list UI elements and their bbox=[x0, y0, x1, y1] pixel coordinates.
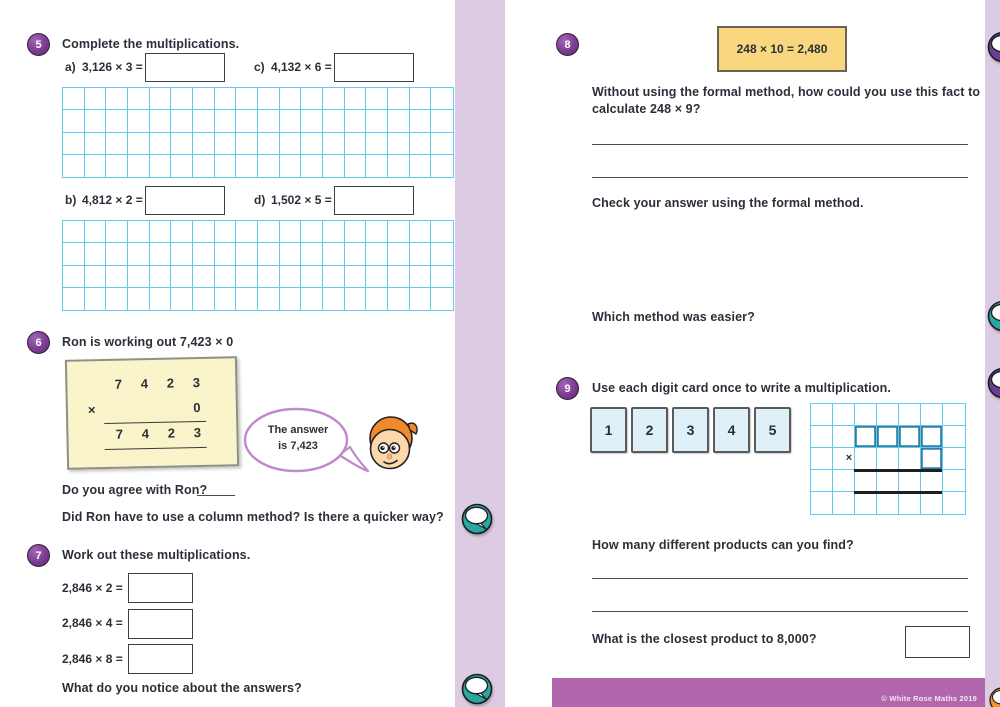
grid-cell bbox=[811, 470, 833, 492]
grid-cell bbox=[128, 221, 150, 243]
grid-cell bbox=[258, 288, 280, 310]
grid-cell bbox=[215, 221, 237, 243]
answer-line-9-1[interactable] bbox=[592, 578, 968, 579]
question-8-number: 8 bbox=[564, 38, 571, 51]
grid-cell bbox=[280, 221, 302, 243]
question-6-q2: Did Ron have to use a column method? Is there a quicker way? bbox=[62, 510, 444, 524]
grid-cell bbox=[855, 470, 877, 492]
grid-cell bbox=[171, 133, 193, 155]
grid-cell bbox=[899, 426, 921, 448]
grid-cell bbox=[63, 133, 85, 155]
grid-cell bbox=[193, 110, 215, 132]
note-rule-line bbox=[105, 447, 207, 450]
grid-cell bbox=[323, 266, 345, 288]
grid-cell bbox=[410, 110, 432, 132]
grid-cell bbox=[85, 243, 107, 265]
digit-card-value: 2 bbox=[645, 422, 654, 438]
grid-cell bbox=[280, 110, 302, 132]
grid-cell bbox=[366, 155, 388, 177]
grid-cell bbox=[388, 155, 410, 177]
grid-cell bbox=[128, 88, 150, 110]
grid-cell bbox=[106, 110, 128, 132]
grid-cell bbox=[171, 88, 193, 110]
grid-cell bbox=[921, 470, 943, 492]
grid-cell bbox=[63, 221, 85, 243]
speech-bubble-icon bbox=[986, 30, 1000, 64]
grid-cell bbox=[323, 243, 345, 265]
answer-box-7-3[interactable] bbox=[128, 644, 193, 674]
grid-cell bbox=[63, 155, 85, 177]
grid-cell bbox=[106, 221, 128, 243]
answer-box-7-1[interactable] bbox=[128, 573, 193, 603]
grid-cell bbox=[193, 155, 215, 177]
part-d-expression: 1,502 × 5 = bbox=[271, 193, 332, 207]
grid-cell bbox=[811, 404, 833, 426]
question-6-q1: Do you agree with Ron? bbox=[62, 483, 208, 497]
grid-cell bbox=[258, 155, 280, 177]
question-9-q2: What is the closest product to 8,000? bbox=[592, 632, 817, 646]
grid-cell bbox=[106, 133, 128, 155]
grid-cell bbox=[366, 288, 388, 310]
grid-cell bbox=[301, 243, 323, 265]
part-b-expression: 4,812 × 2 = bbox=[82, 193, 143, 207]
grid-cell bbox=[301, 266, 323, 288]
grid-cell bbox=[85, 288, 107, 310]
fact-box bbox=[717, 26, 847, 72]
grid-cell bbox=[943, 426, 965, 448]
grid-cell bbox=[128, 266, 150, 288]
grid-cell bbox=[258, 133, 280, 155]
grid-cell bbox=[150, 133, 172, 155]
grid-cell bbox=[258, 266, 280, 288]
part-c-expression: 4,132 × 6 = bbox=[271, 60, 332, 74]
grid-cell bbox=[106, 88, 128, 110]
note-digit: 2 bbox=[166, 375, 175, 391]
grid-cell bbox=[258, 243, 280, 265]
grid-cell bbox=[388, 221, 410, 243]
grid-cell bbox=[301, 88, 323, 110]
question-9-badge bbox=[556, 377, 579, 400]
question-9-prompt: Use each digit card once to write a multiplication. bbox=[592, 381, 891, 395]
grid-cell bbox=[410, 155, 432, 177]
working-grid-2[interactable] bbox=[62, 220, 454, 311]
speech-bubble-text bbox=[245, 422, 351, 454]
grid-cell bbox=[410, 133, 432, 155]
grid-cell bbox=[128, 133, 150, 155]
answer-box-5c[interactable] bbox=[334, 53, 414, 82]
grid-cell bbox=[171, 110, 193, 132]
question-8-q3: Which method was easier? bbox=[592, 310, 755, 324]
grid-cell bbox=[128, 110, 150, 132]
note-digit: 3 bbox=[193, 424, 202, 441]
grid-cell bbox=[431, 221, 453, 243]
digit-card-4[interactable] bbox=[713, 407, 750, 453]
bubble-line-1: The answer bbox=[267, 424, 329, 436]
ron-face-icon bbox=[362, 416, 420, 470]
working-grid-1[interactable] bbox=[62, 87, 454, 178]
grid-cell bbox=[877, 404, 899, 426]
grid-cell bbox=[877, 426, 899, 448]
grid-cell bbox=[171, 288, 193, 310]
q7-expression-1: 2,846 × 2 = bbox=[62, 581, 123, 595]
speech-bubble-icon bbox=[986, 299, 1000, 333]
answer-line-8-1[interactable] bbox=[592, 144, 968, 145]
grid-cell bbox=[193, 133, 215, 155]
note-multiplier: 0 bbox=[193, 399, 201, 416]
grid-cell bbox=[193, 243, 215, 265]
note-multiply-sign: × bbox=[87, 402, 96, 418]
note-digit: 3 bbox=[192, 374, 201, 391]
grid-cell bbox=[236, 155, 258, 177]
grid-cell bbox=[899, 492, 921, 514]
question-8-badge bbox=[556, 33, 579, 56]
grid-cell bbox=[388, 110, 410, 132]
digit-card-value: 4 bbox=[727, 422, 736, 438]
grid-cell bbox=[833, 492, 855, 514]
part-a-label: a) bbox=[65, 60, 76, 74]
question-7-prompt: Work out these multiplications. bbox=[62, 548, 251, 562]
grid-cell bbox=[943, 470, 965, 492]
grid-cell bbox=[431, 155, 453, 177]
part-d-label: d) bbox=[254, 193, 266, 207]
grid-cell bbox=[301, 110, 323, 132]
grid-cell bbox=[811, 492, 833, 514]
note-digit: 4 bbox=[140, 376, 149, 392]
note-digit: 7 bbox=[114, 376, 123, 392]
grid-cell bbox=[63, 110, 85, 132]
grid-cell bbox=[236, 221, 258, 243]
grid-cell bbox=[431, 243, 453, 265]
grid-cell bbox=[85, 221, 107, 243]
grid-cell bbox=[258, 110, 280, 132]
answer-box-5d[interactable] bbox=[334, 186, 414, 215]
question-8-q1-line2: calculate 248 × 9? bbox=[592, 102, 701, 116]
grid-cell bbox=[193, 266, 215, 288]
grid-cell bbox=[236, 266, 258, 288]
question-8-q2: Check your answer using the formal method. bbox=[592, 196, 864, 210]
grid-cell bbox=[215, 155, 237, 177]
grid-cell bbox=[431, 88, 453, 110]
bubble-line-2: is 7,423 bbox=[278, 440, 318, 452]
grid-cell bbox=[63, 243, 85, 265]
grid-cell bbox=[171, 266, 193, 288]
grid-cell bbox=[193, 288, 215, 310]
grid-cell bbox=[943, 404, 965, 426]
grid-rule-line-1 bbox=[854, 469, 942, 472]
grid-cell bbox=[345, 88, 367, 110]
grid-cell bbox=[877, 448, 899, 470]
grid-cell bbox=[833, 404, 855, 426]
grid-cell bbox=[193, 88, 215, 110]
grid-cell bbox=[258, 221, 280, 243]
grid-cell bbox=[833, 426, 855, 448]
grid-cell bbox=[280, 266, 302, 288]
grid-cell bbox=[877, 470, 899, 492]
grid-cell bbox=[366, 266, 388, 288]
grid-cell bbox=[410, 88, 432, 110]
grid-cell bbox=[388, 88, 410, 110]
grid-cell bbox=[943, 448, 965, 470]
grid-cell bbox=[85, 133, 107, 155]
grid-cell bbox=[280, 288, 302, 310]
answer-line-9-2[interactable] bbox=[592, 611, 968, 612]
note-digit: 2 bbox=[167, 425, 176, 441]
grid-cell bbox=[323, 133, 345, 155]
grid-cell bbox=[150, 110, 172, 132]
grid-cell bbox=[366, 133, 388, 155]
question-9-number: 9 bbox=[564, 382, 571, 395]
grid-cell bbox=[280, 243, 302, 265]
answer-line-8-2[interactable] bbox=[592, 177, 968, 178]
grid-cell bbox=[855, 492, 877, 514]
q7-expression-2: 2,846 × 4 = bbox=[62, 616, 123, 630]
grid-cell bbox=[811, 448, 833, 470]
grid-cell bbox=[388, 266, 410, 288]
grid-cell bbox=[323, 110, 345, 132]
answer-box-5b[interactable] bbox=[145, 186, 225, 215]
grid-cell bbox=[410, 243, 432, 265]
grid-cell bbox=[921, 492, 943, 514]
question-5-number: 5 bbox=[35, 38, 42, 51]
grid-cell bbox=[215, 243, 237, 265]
grid-cell bbox=[215, 88, 237, 110]
grid-cell bbox=[193, 221, 215, 243]
digit-card-2[interactable] bbox=[631, 407, 668, 453]
grid-cell bbox=[236, 243, 258, 265]
right-page-edge-strip bbox=[985, 0, 1000, 707]
digit-card-1[interactable] bbox=[590, 407, 627, 453]
grid-cell bbox=[388, 133, 410, 155]
grid-cell bbox=[280, 133, 302, 155]
grid-cell bbox=[150, 88, 172, 110]
grid-cell bbox=[323, 288, 345, 310]
grid-cell bbox=[301, 155, 323, 177]
grid-cell bbox=[106, 288, 128, 310]
grid-cell bbox=[301, 288, 323, 310]
note-answer-row bbox=[106, 425, 210, 442]
grid-cell bbox=[85, 266, 107, 288]
note-rule-line bbox=[104, 421, 206, 424]
grid-cell bbox=[106, 155, 128, 177]
answer-box-5a[interactable] bbox=[145, 53, 225, 82]
grid-cell bbox=[388, 243, 410, 265]
speech-bubble-icon bbox=[460, 672, 494, 706]
grid-cell bbox=[410, 221, 432, 243]
digit-card-3[interactable] bbox=[672, 407, 709, 453]
grid-cell bbox=[236, 88, 258, 110]
grid-cell bbox=[150, 243, 172, 265]
grid-cell bbox=[345, 155, 367, 177]
grid-cell bbox=[431, 110, 453, 132]
part-a-expression: 3,126 × 3 = bbox=[82, 60, 143, 74]
grid-cell bbox=[366, 110, 388, 132]
grid-cell bbox=[921, 448, 943, 470]
grid-cell bbox=[215, 110, 237, 132]
question-9-q1: How many different products can you find? bbox=[592, 538, 854, 552]
part-c-label: c) bbox=[254, 60, 265, 74]
grid-cell bbox=[833, 470, 855, 492]
grid-cell bbox=[855, 426, 877, 448]
grid-cell bbox=[366, 88, 388, 110]
grid-cell bbox=[150, 288, 172, 310]
grid-cell bbox=[63, 88, 85, 110]
answer-box-9[interactable] bbox=[905, 626, 970, 658]
note-digit: 7 bbox=[115, 426, 124, 442]
grid-cell bbox=[236, 133, 258, 155]
grid-cell bbox=[431, 288, 453, 310]
grid-cell bbox=[236, 110, 258, 132]
grid-multiply-sign: × bbox=[845, 452, 853, 464]
grid-cell bbox=[106, 243, 128, 265]
grid-cell bbox=[388, 288, 410, 310]
answer-line-6[interactable] bbox=[197, 495, 235, 496]
grid-cell bbox=[899, 404, 921, 426]
grid-cell bbox=[899, 448, 921, 470]
grid-cell bbox=[323, 221, 345, 243]
digit-card-5[interactable] bbox=[754, 407, 791, 453]
column-method-note bbox=[65, 356, 239, 470]
speech-bubble-icon bbox=[460, 502, 494, 536]
question-5-prompt: Complete the multiplications. bbox=[62, 37, 240, 51]
grid-cell bbox=[301, 221, 323, 243]
grid-cell bbox=[150, 266, 172, 288]
grid-cell bbox=[150, 221, 172, 243]
question-7-question: What do you notice about the answers? bbox=[62, 681, 302, 695]
grid-cell bbox=[171, 243, 193, 265]
grid-cell bbox=[345, 243, 367, 265]
grid-cell bbox=[943, 492, 965, 514]
grid-cell bbox=[236, 288, 258, 310]
grid-cell bbox=[128, 243, 150, 265]
grid-cell bbox=[85, 88, 107, 110]
grid-cell bbox=[345, 221, 367, 243]
question-6-badge bbox=[27, 331, 50, 354]
grid-cell bbox=[855, 404, 877, 426]
multiplication-template-grid[interactable] bbox=[810, 403, 966, 515]
grid-cell bbox=[171, 155, 193, 177]
question-5-badge bbox=[27, 33, 50, 56]
digit-card-value: 1 bbox=[604, 422, 613, 438]
grid-cell bbox=[323, 88, 345, 110]
answer-box-7-2[interactable] bbox=[128, 609, 193, 639]
grid-cell bbox=[345, 288, 367, 310]
grid-cell bbox=[345, 133, 367, 155]
left-page-edge-strip bbox=[455, 0, 505, 707]
grid-cell bbox=[366, 243, 388, 265]
q7-expression-3: 2,846 × 8 = bbox=[62, 652, 123, 666]
grid-cell bbox=[171, 221, 193, 243]
grid-cell bbox=[85, 155, 107, 177]
part-b-label: b) bbox=[65, 193, 77, 207]
question-6-number: 6 bbox=[35, 336, 42, 349]
grid-cell bbox=[280, 88, 302, 110]
grid-rule-line-2 bbox=[854, 491, 942, 494]
grid-cell bbox=[63, 288, 85, 310]
grid-cell bbox=[215, 133, 237, 155]
grid-cell bbox=[128, 155, 150, 177]
note-top-row bbox=[105, 375, 209, 392]
grid-cell bbox=[215, 288, 237, 310]
digit-card-value: 5 bbox=[768, 422, 777, 438]
grid-cell bbox=[410, 288, 432, 310]
grid-cell bbox=[431, 266, 453, 288]
grid-cell bbox=[410, 266, 432, 288]
grid-cell bbox=[323, 155, 345, 177]
grid-cell bbox=[431, 133, 453, 155]
footer-bar bbox=[552, 678, 985, 707]
note-digit: 4 bbox=[141, 426, 150, 442]
grid-cell bbox=[345, 110, 367, 132]
question-6-prompt: Ron is working out 7,423 × 0 bbox=[62, 335, 234, 349]
question-7-number: 7 bbox=[35, 549, 42, 562]
grid-cell bbox=[150, 155, 172, 177]
grid-cell bbox=[301, 133, 323, 155]
speech-bubble-icon bbox=[986, 366, 1000, 400]
grid-cell bbox=[345, 266, 367, 288]
grid-cell bbox=[921, 426, 943, 448]
grid-cell bbox=[280, 155, 302, 177]
grid-cell bbox=[63, 266, 85, 288]
question-7-badge bbox=[27, 544, 50, 567]
question-8-q1-line1: Without using the formal method, how could you use this fact to bbox=[592, 85, 981, 99]
digit-card-value: 3 bbox=[686, 422, 695, 438]
grid-cell bbox=[106, 266, 128, 288]
copyright-text: © White Rose Maths 2019 bbox=[881, 694, 977, 703]
grid-cell bbox=[899, 470, 921, 492]
grid-cell bbox=[215, 266, 237, 288]
grid-cell bbox=[85, 110, 107, 132]
grid-cell bbox=[128, 288, 150, 310]
grid-cell bbox=[366, 221, 388, 243]
grid-cell bbox=[921, 404, 943, 426]
fact-text: 248 × 10 = 2,480 bbox=[736, 42, 828, 56]
speech-bubble-icon bbox=[988, 686, 1000, 707]
grid-cell bbox=[811, 426, 833, 448]
grid-cell bbox=[877, 492, 899, 514]
grid-cell bbox=[258, 88, 280, 110]
